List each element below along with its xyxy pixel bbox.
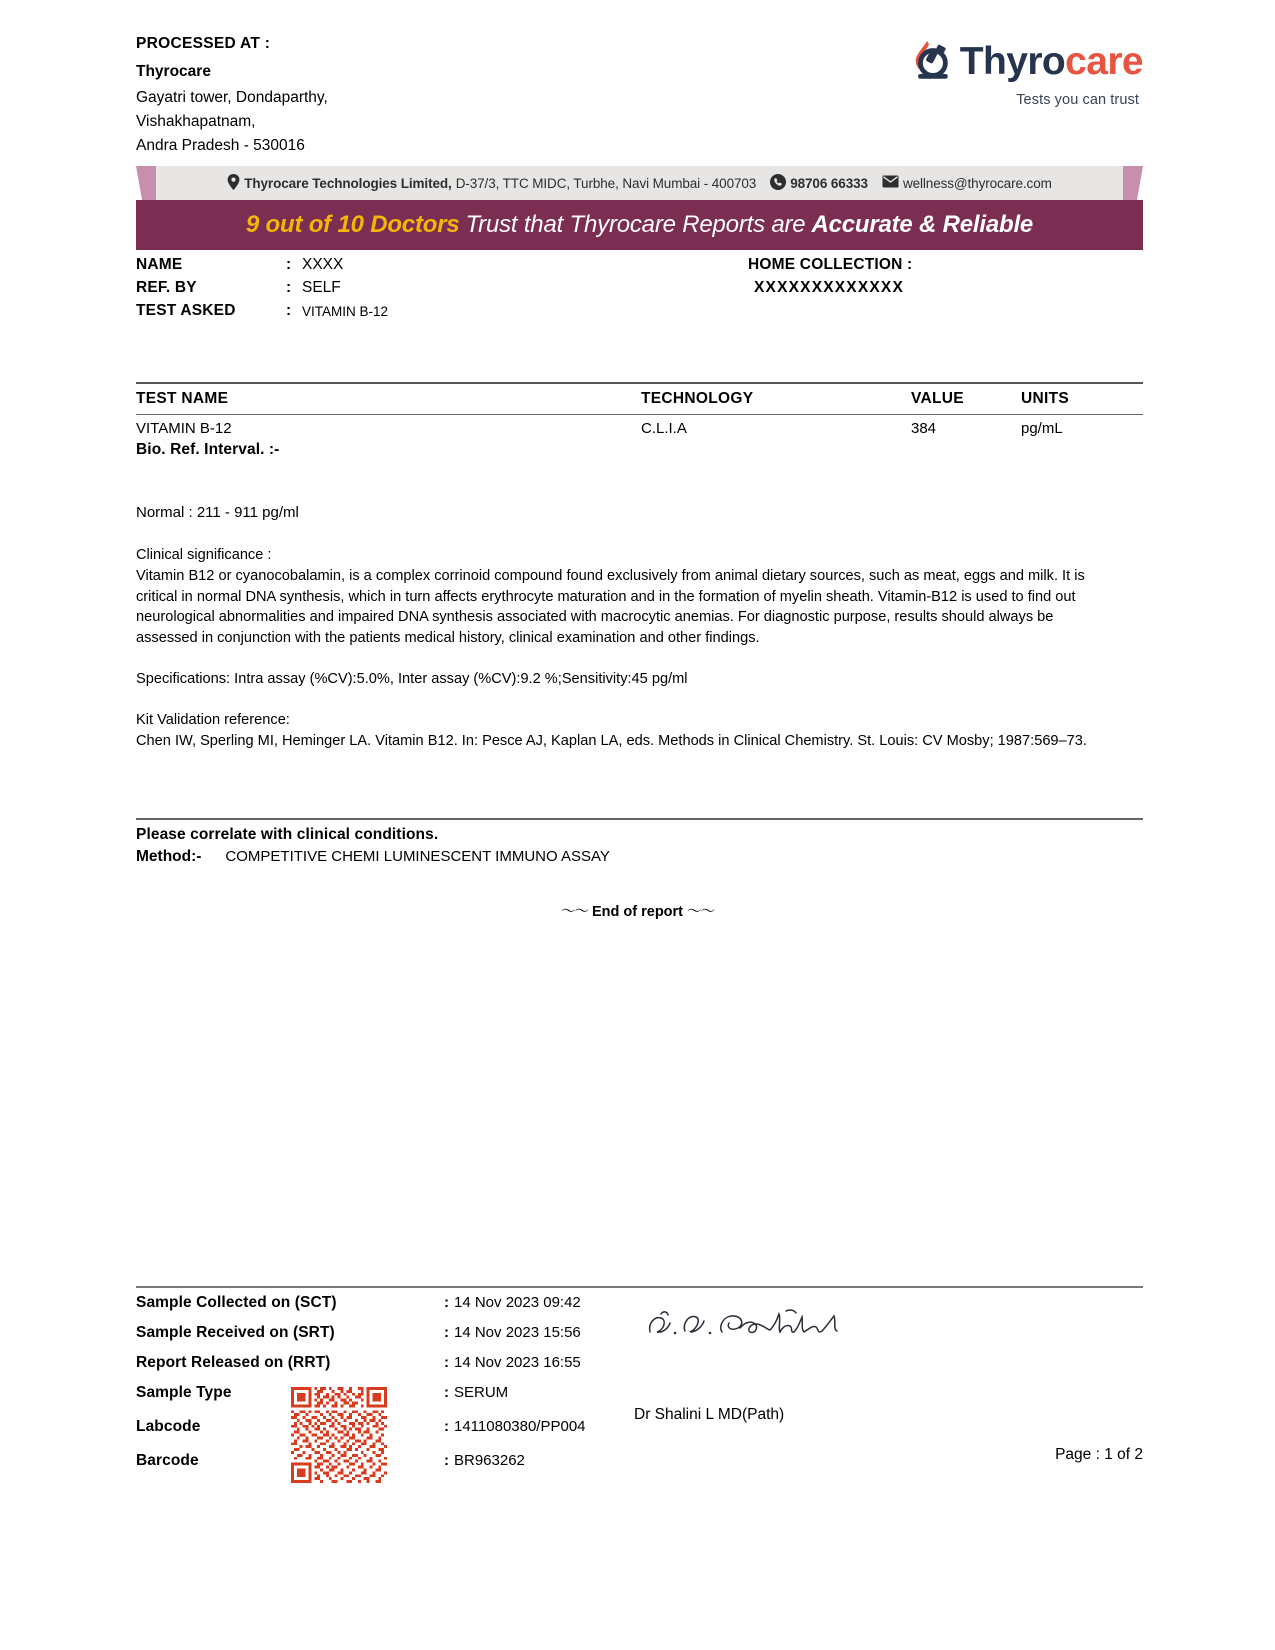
end-of-report-text: End of report	[591, 904, 684, 920]
footer-value-srt: 14 Nov 2023 15:56	[454, 1324, 581, 1341]
banner-tagline-middle: Trust that Thyrocare Reports are	[465, 211, 806, 238]
banner-email: wellness@thyrocare.com	[902, 175, 1052, 191]
home-collection-value: XXXXXXXXXXXXX	[754, 279, 904, 296]
banner-company-name: Thyrocare Technologies Limited,	[244, 175, 452, 191]
banner-tagline-bar	[136, 200, 1143, 250]
banner-contact-strip	[150, 166, 1129, 200]
correlate-note: Please correlate with clinical conditions.	[136, 826, 439, 843]
footer-value-rrt: 14 Nov 2023 16:55	[454, 1354, 581, 1371]
kit-validation-label: Kit Validation reference:	[136, 711, 290, 728]
promo-banner	[136, 166, 1143, 250]
report-header	[136, 32, 1143, 162]
footer-top-rule	[136, 1286, 1143, 1288]
footer-colon-srt: :	[444, 1324, 449, 1341]
test-asked-value: VITAMIN B-12	[302, 304, 389, 319]
footer-value-barcode: BR963262	[454, 1452, 525, 1469]
home-collection-label: HOME COLLECTION :	[748, 256, 913, 273]
patient-refby-row	[136, 279, 1143, 302]
lab-address-line-1: Gayatri tower, Dondaparthy,	[136, 89, 328, 106]
lab-name: Thyrocare	[136, 63, 211, 80]
cell-test-name: VITAMIN B-12	[136, 420, 232, 437]
logo-wordmark	[960, 42, 1143, 82]
report-footer	[136, 1286, 1143, 1474]
bio-ref-interval-label: Bio. Ref. Interval. :-	[136, 441, 280, 458]
column-header-test-name: TEST NAME	[136, 390, 229, 407]
column-header-technology: TECHNOLOGY	[641, 390, 754, 407]
logo-tagline: Tests you can trust	[1016, 92, 1139, 108]
footer-label-srt: Sample Received on (SRT)	[136, 1324, 335, 1341]
results-table	[136, 384, 1143, 414]
banner-company-address: D-37/3, TTC MIDC, Turbhe, Navi Mumbai - 400703	[455, 175, 757, 191]
email-icon	[882, 175, 899, 191]
refby-colon: :	[286, 279, 292, 296]
column-header-units: UNITS	[1021, 390, 1069, 407]
footer-label-sct: Sample Collected on (SCT)	[136, 1294, 337, 1311]
footer-row-sct	[136, 1294, 1143, 1324]
footer-colon-rrt: :	[444, 1354, 449, 1371]
kit-validation-text: Chen IW, Sperling MI, Heminger LA. Vitamin B12. In: Pesce AJ, Kaplan LA, eds. Methods in Clinical Chemistry. St. Louis: CV Mosby; 1987:569–73.	[136, 732, 1087, 749]
results-section	[136, 382, 1143, 459]
method-top-rule	[136, 818, 1143, 820]
processed-at-label: PROCESSED AT :	[136, 35, 271, 52]
column-header-value: VALUE	[911, 390, 964, 407]
method-row	[136, 848, 1143, 866]
patient-name-colon: :	[286, 256, 292, 273]
footer-value-labcode: 1411080380/PP004	[454, 1418, 586, 1435]
qr-code	[291, 1387, 387, 1483]
lab-address-line-3: Andra Pradesh - 530016	[136, 137, 305, 154]
method-section	[136, 818, 1143, 866]
test-asked-label: TEST ASKED	[136, 302, 236, 319]
footer-label-labcode: Labcode	[136, 1418, 201, 1435]
patient-name-row	[136, 256, 1143, 279]
footer-colon-labcode: :	[444, 1418, 449, 1435]
footer-row-srt	[136, 1324, 1143, 1354]
footer-colon-barcode: :	[444, 1452, 449, 1469]
processed-at-block	[136, 32, 328, 158]
cell-value: 384	[911, 420, 937, 437]
table-row	[136, 415, 1143, 439]
footer-label-sample-type: Sample Type	[136, 1384, 232, 1401]
normal-range-text: Normal : 211 - 911 pg/ml	[136, 504, 299, 521]
specifications-text: Specifications: Intra assay (%CV):5.0%, Inter assay (%CV):9.2 %;Sensitivity:45 pg/ml	[136, 670, 688, 687]
footer-colon-sample-type: :	[444, 1384, 449, 1401]
doctor-signature	[644, 1302, 844, 1348]
footer-value-sample-type: SERUM	[454, 1384, 509, 1401]
method-value: COMPETITIVE CHEMI LUMINESCENT IMMUNO ASSAY	[225, 848, 610, 865]
narrative-section	[136, 545, 1116, 751]
location-pin-icon	[227, 174, 240, 193]
results-body-table	[136, 415, 1143, 439]
banner-tagline-highlight: 9 out of 10 Doctors	[245, 211, 460, 238]
clinical-significance-label: Clinical significance :	[136, 547, 272, 563]
logo-text-thyro: Thyro	[959, 40, 1066, 83]
doctor-name: Dr Shalini L MD(Path)	[634, 1406, 785, 1423]
method-label: Method:-	[136, 848, 202, 865]
clinical-significance-text: Vitamin B12 or cyanocobalamin, is a complex corrinoid compound found exclusively from animal dietary sources, such as meat, eggs and milk. It is critical in normal DNA synthesis, which in turn affects erythrocyte maturation and in the formation of myelin sheath. Vitamin-B12 is used to find out neurological abnormalities and impaired DNA synthesis associated with macrocytic anemias. For diagnostic purpose, results should always be assessed in conjunction with the patients medical history, clinical examination and other findings.	[136, 567, 1085, 647]
test-asked-colon: :	[286, 302, 292, 319]
patient-info-block	[136, 256, 1143, 336]
logo-text-care: care	[1065, 40, 1143, 83]
patient-name-value: XXXX	[302, 256, 344, 273]
refby-value: SELF	[302, 279, 341, 296]
end-of-report-suffix: 〜〜	[687, 904, 715, 920]
banner-phone: 98706 66333	[790, 175, 868, 191]
end-of-report-line	[0, 900, 1275, 921]
footer-row-rrt	[136, 1354, 1143, 1384]
footer-value-sct: 14 Nov 2023 09:42	[454, 1294, 581, 1311]
refby-label: REF. BY	[136, 279, 197, 296]
cell-units: pg/mL	[1021, 420, 1063, 437]
footer-colon-sct: :	[444, 1294, 449, 1311]
footer-label-rrt: Report Released on (RRT)	[136, 1354, 331, 1371]
thyrocare-logo	[893, 38, 1143, 108]
results-header-row	[136, 384, 1143, 414]
patient-name-label: NAME	[136, 256, 183, 273]
end-of-report-prefix: 〜〜	[560, 904, 588, 920]
cell-technology: C.L.I.A	[641, 420, 687, 437]
page-number: Page : 1 of 2	[1055, 1446, 1143, 1463]
narrative-gap-1	[136, 649, 1116, 669]
lab-address-line-2: Vishakhapatnam,	[136, 113, 256, 130]
phone-icon	[770, 174, 786, 193]
narrative-gap-2	[136, 690, 1116, 710]
footer-label-barcode: Barcode	[136, 1452, 199, 1469]
footer-row-barcode	[136, 1452, 1143, 1486]
test-asked-row	[136, 302, 1143, 325]
banner-tagline-bold: Accurate & Reliable	[811, 211, 1034, 238]
microscope-droplet-icon	[908, 38, 954, 86]
